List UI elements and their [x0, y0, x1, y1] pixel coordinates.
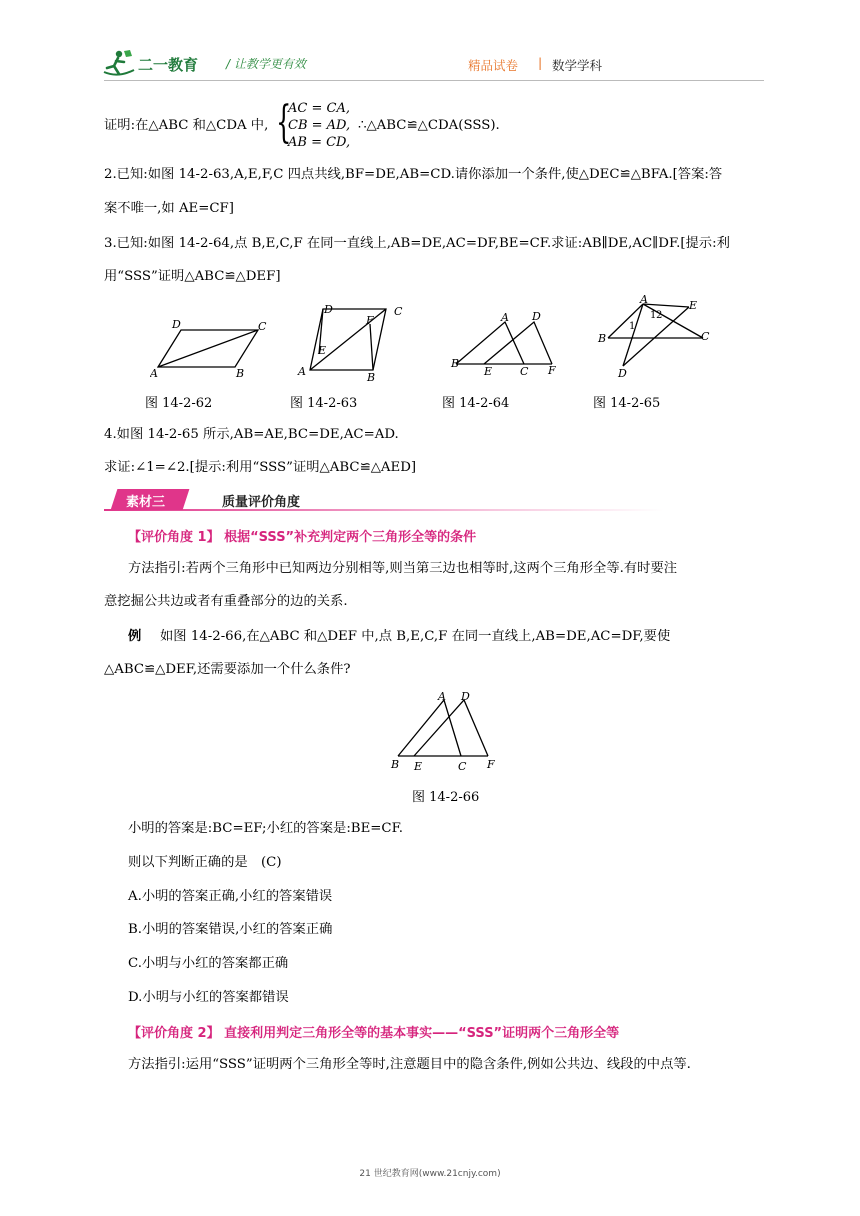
- option-a: A.小明的答案正确,小红的答案错误: [128, 889, 333, 904]
- example-line-2: △ABC≌△DEF,还需要添加一个什么条件?: [104, 662, 351, 677]
- svg-text:2: 2: [656, 310, 663, 321]
- svg-text:1: 1: [650, 310, 657, 321]
- svg-text:A: A: [150, 367, 158, 380]
- option-d: D.小明与小红的答案都错误: [128, 990, 289, 1005]
- svg-text:B: B: [236, 367, 245, 380]
- example-line-1: 如图 14-2-66,在△ABC 和△DEF 中,点 B,E,C,F 在同一直线上,AB=DE,AC=DF,要使: [160, 629, 671, 644]
- proof-eq-2: CB = AD,: [288, 118, 351, 133]
- figure-14-2-66: [388, 688, 498, 776]
- q2-line-1: 2.已知:如图 14-2-63,A,E,F,C 四点共线,BF=DE,AB=CD.请你添加一个条件,使△DEC≌△BFA.[答案:答: [104, 167, 723, 182]
- svg-text:E: E: [484, 365, 493, 378]
- proof-eq-3: AB = CD,: [288, 135, 351, 150]
- proof-conclusion: ∴△ABC≌△CDA(SSS).: [358, 118, 500, 133]
- svg-text:D: D: [618, 367, 627, 380]
- angle1-title: 【评价角度 1】 根据“SSS”补充判定两个三角形全等的条件: [128, 530, 477, 545]
- proof-prefix: 证明:在△ABC 和△CDA 中,: [104, 118, 269, 133]
- logo-runner-icon: [102, 48, 136, 78]
- q3-line-2: 用“SSS”证明△ABC≌△DEF]: [104, 269, 281, 284]
- svg-text:D: D: [172, 318, 181, 331]
- option-b: B.小明的答案错误,小红的答案正确: [128, 922, 333, 937]
- svg-text:B: B: [391, 758, 400, 771]
- section-badge-label: 素材三: [126, 495, 166, 510]
- svg-text:A: A: [640, 294, 648, 306]
- section-title: 质量评价角度: [222, 495, 301, 510]
- q4-line-1: 4.如图 14-2-65 所示,AB=AE,BC=DE,AC=AD.: [104, 427, 399, 442]
- figure-caption-62: 图 14-2-62: [145, 396, 213, 411]
- header-slogan: / 让教学更有效: [226, 57, 306, 71]
- figure-14-2-63: [293, 300, 411, 382]
- section-underline: [104, 509, 664, 511]
- header-divider: [104, 80, 764, 81]
- answers-line: 小明的答案是:BC=EF;小红的答案是:BE=CF.: [128, 821, 403, 836]
- angle2-title: 【评价角度 2】 直接利用判定三角形全等的基本事实——“SSS”证明两个三角形全等: [128, 1026, 620, 1041]
- svg-text:F: F: [548, 364, 556, 377]
- svg-text:F: F: [487, 758, 495, 771]
- header-subject: 数学学科: [552, 58, 603, 73]
- proof-eq-1: AC = CA,: [288, 101, 350, 116]
- svg-text:A: A: [298, 365, 306, 378]
- svg-text:F: F: [366, 314, 374, 327]
- svg-text:D: D: [532, 310, 541, 323]
- proof-brace-icon: {: [276, 97, 292, 148]
- svg-text:C: C: [258, 320, 267, 333]
- svg-text:C: C: [520, 365, 529, 378]
- svg-text:A: A: [501, 311, 509, 324]
- svg-text:B: B: [451, 357, 460, 370]
- logo-text: 二一教育: [138, 56, 199, 74]
- svg-text:E: E: [318, 344, 327, 357]
- q2-line-2: 案不唯一,如 AE=CF]: [104, 201, 234, 216]
- svg-text:E: E: [414, 760, 423, 773]
- svg-text:D: D: [461, 690, 470, 703]
- angle1-method-1: 方法指引:若两个三角形中已知两边分别相等,则当第三边也相等时,这两个三角形全等.有时要注: [128, 561, 678, 576]
- q4-line-2: 求证:∠1=∠2.[提示:利用“SSS”证明△ABC≌△AED]: [104, 460, 417, 475]
- svg-text:B: B: [598, 332, 607, 345]
- example-figure-caption: 图 14-2-66: [412, 790, 480, 805]
- figure-14-2-64: [448, 306, 563, 378]
- figure-14-2-62: [150, 315, 275, 380]
- example-label: 例: [128, 629, 142, 644]
- svg-text:C: C: [394, 305, 403, 318]
- angle2-method-1: 方法指引:运用“SSS”证明两个三角形全等时,注意题目中的隐含条件,例如公共边、线段的中点等.: [128, 1057, 691, 1072]
- angle1-method-2: 意挖掘公共边或者有重叠部分的边的关系.: [104, 594, 348, 609]
- svg-text:C: C: [458, 760, 467, 773]
- q3-line-1: 3.已知:如图 14-2-64,点 B,E,C,F 在同一直线上,AB=DE,AC=DF,BE=CF.求证:AB∥DE,AC∥DF.[提示:利: [104, 236, 730, 251]
- svg-text:C: C: [701, 330, 710, 343]
- section-header: [104, 487, 764, 511]
- figure-14-2-65: [596, 294, 716, 380]
- figure-caption-64: 图 14-2-64: [442, 396, 510, 411]
- question-line: 则以下判断正确的是 (C): [128, 855, 282, 870]
- header-separator: |: [538, 55, 543, 70]
- svg-text:B: B: [367, 371, 376, 382]
- svg-text:1: 1: [629, 321, 636, 332]
- figure-caption-63: 图 14-2-63: [290, 396, 358, 411]
- page-footer: 21 世纪教育网(www.21cnjy.com): [359, 1169, 501, 1179]
- svg-text:E: E: [689, 299, 698, 312]
- svg-text:D: D: [324, 303, 333, 316]
- option-c: C.小明与小红的答案都正确: [128, 956, 289, 971]
- figure-caption-65: 图 14-2-65: [593, 396, 661, 411]
- header-tag: 精品试卷: [468, 58, 519, 73]
- svg-text:A: A: [438, 690, 446, 703]
- header: [0, 0, 860, 90]
